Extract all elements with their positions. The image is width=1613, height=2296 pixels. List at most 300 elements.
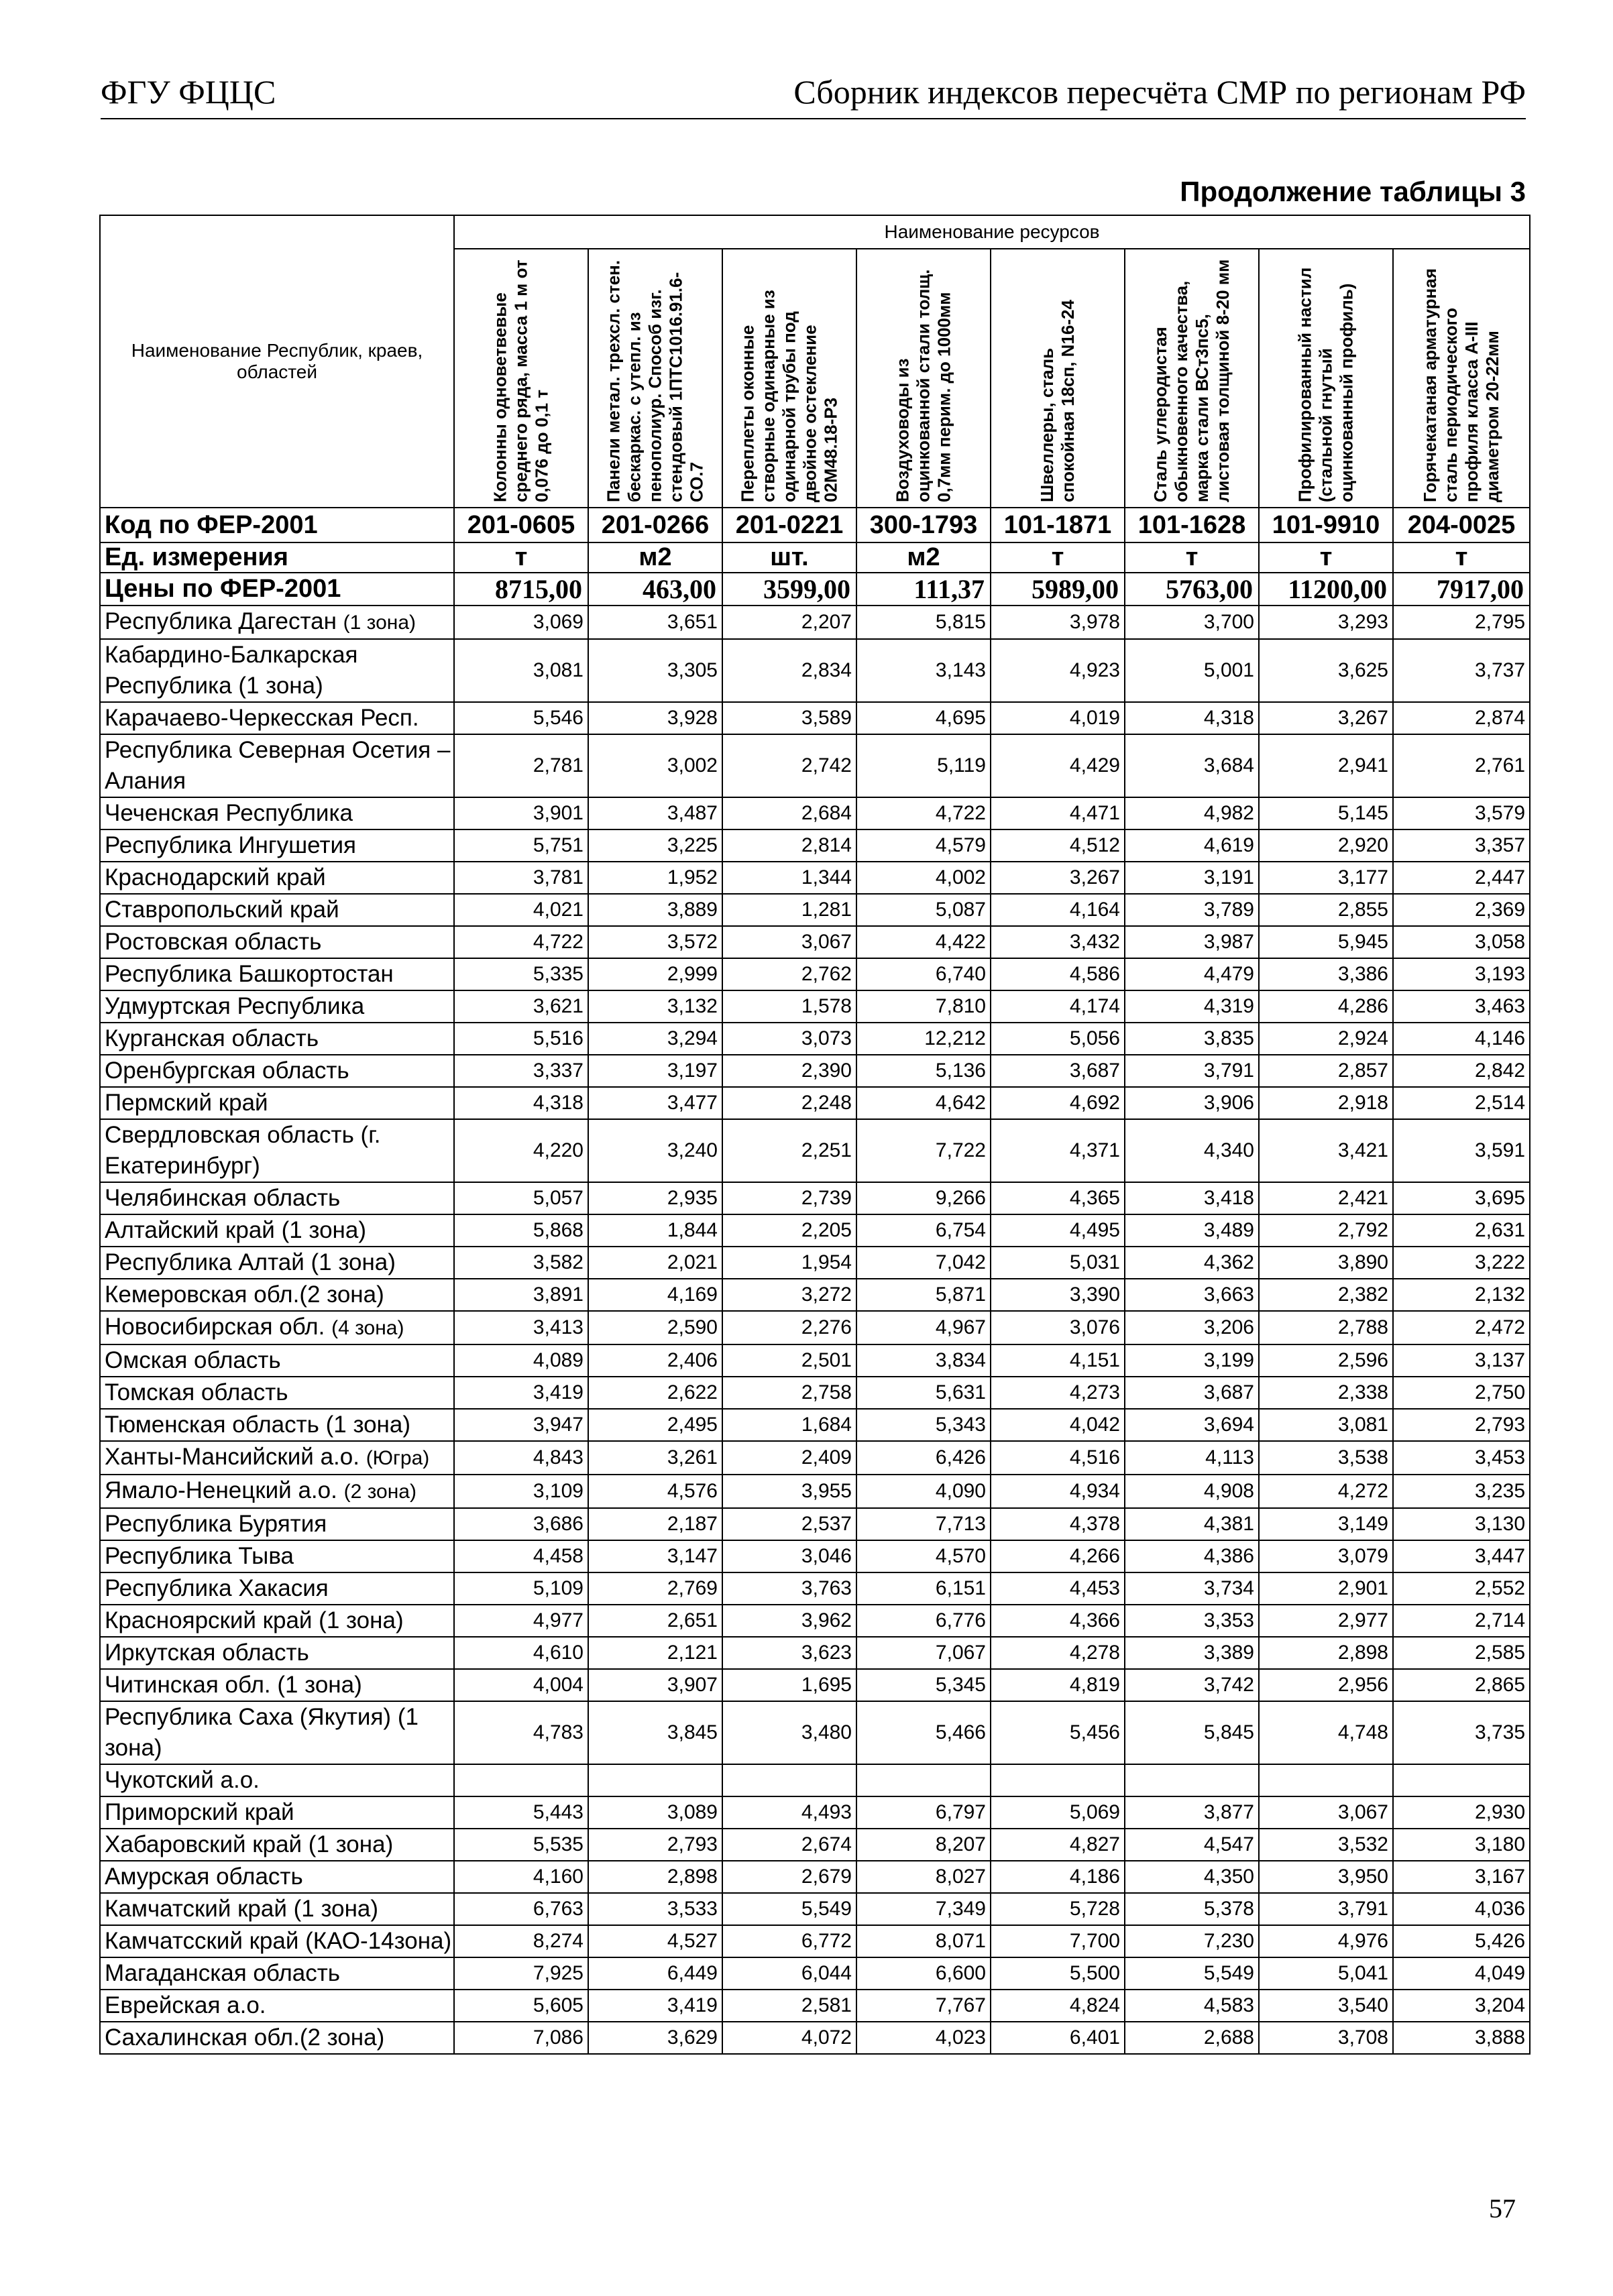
region-name-cell	[100, 1247, 454, 1279]
index-value: 1,578	[722, 990, 856, 1023]
index-value: 2,409	[722, 1441, 856, 1475]
index-value: 4,579	[856, 829, 991, 862]
index-value: 3,130	[1393, 1508, 1530, 1540]
index-value: 3,579	[1393, 797, 1530, 829]
region-zone-note: (Югра)	[366, 1447, 430, 1469]
index-value: 3,533	[588, 1893, 722, 1925]
index-value: 4,512	[991, 829, 1125, 862]
index-value: 2,865	[1393, 1669, 1530, 1701]
code-label: Код по ФЕР-2001	[100, 508, 454, 542]
index-value: 4,722	[856, 797, 991, 829]
region-name-cell	[100, 606, 454, 639]
index-value: 3,390	[991, 1279, 1125, 1311]
region-name: Камчатсский край (КАО-14зона)	[105, 1928, 452, 1954]
header-title: Сборник индексов пересчёта СМР по регионам РФ	[793, 73, 1526, 111]
index-value: 5,426	[1393, 1925, 1530, 1957]
region-name: Еврейская а.о.	[105, 1992, 266, 2018]
index-value: 3,222	[1393, 1247, 1530, 1279]
index-value: 4,934	[991, 1475, 1125, 1508]
index-value: 2,924	[1259, 1023, 1393, 1055]
index-value: 3,928	[588, 702, 722, 734]
index-value: 3,906	[1125, 1087, 1259, 1119]
index-value: 2,941	[1259, 734, 1393, 797]
index-value: 3,480	[722, 1701, 856, 1764]
table-row	[100, 1087, 1530, 1119]
index-value: 5,343	[856, 1409, 991, 1441]
index-value: 3,386	[1259, 958, 1393, 990]
region-name-cell	[100, 1441, 454, 1475]
resource-code: 201-0221	[722, 508, 856, 542]
index-value: 3,987	[1125, 926, 1259, 958]
index-value: 3,591	[1393, 1119, 1530, 1182]
index-value: 5,546	[454, 702, 588, 734]
index-value: 2,581	[722, 1990, 856, 2022]
table-row	[100, 1247, 1530, 1279]
table-row	[100, 797, 1530, 829]
index-value: 7,925	[454, 1957, 588, 1990]
index-value: 3,947	[454, 1409, 588, 1441]
index-value: 3,389	[1125, 1637, 1259, 1669]
region-name-cell	[100, 1055, 454, 1087]
region-name: Свердловская область (г. Екатеринбург)	[105, 1122, 381, 1179]
index-value: 5,056	[991, 1023, 1125, 1055]
index-value: 5,605	[454, 1990, 588, 2022]
index-value: 3,235	[1393, 1475, 1530, 1508]
region-name-cell	[100, 1925, 454, 1957]
table-row	[100, 926, 1530, 958]
resource-header	[454, 249, 588, 508]
region-name: Оренбургская область	[105, 1057, 349, 1084]
index-value: 3,708	[1259, 2022, 1393, 2054]
resource-code: 204-0025	[1393, 508, 1530, 542]
index-value: 3,891	[454, 1279, 588, 1311]
index-value: 4,019	[991, 702, 1125, 734]
index-value: 7,767	[856, 1990, 991, 2022]
resource-code: 201-0266	[588, 508, 722, 542]
table-row	[100, 1925, 1530, 1957]
index-value: 5,031	[991, 1247, 1125, 1279]
index-value: 4,479	[1125, 958, 1259, 990]
table-row	[100, 1377, 1530, 1409]
resource-header-text: Панели метал. трехсл. стен. бескаркас. с утепл. из пенополиур. Способ изг. стендовый 1ПТС1016.91.6-СО.7	[603, 260, 707, 502]
resource-price: 3599,00	[722, 573, 856, 606]
region-name-cell	[100, 1637, 454, 1669]
region-name: Кабардино-Балкарская Республика (1 зона)	[105, 642, 358, 699]
index-value: 3,907	[588, 1669, 722, 1701]
index-value: 2,495	[588, 1409, 722, 1441]
index-value: 4,089	[454, 1344, 588, 1377]
index-value: 4,151	[991, 1344, 1125, 1377]
resource-header-text: Профилированный настил (стальной гнутый оцинкованный профиль)	[1294, 267, 1357, 502]
page-number: 57	[1489, 2193, 1516, 2224]
resource-header	[588, 249, 722, 508]
index-value: 6,044	[722, 1957, 856, 1990]
resource-code: 201-0605	[454, 508, 588, 542]
index-value: 3,791	[1125, 1055, 1259, 1087]
index-value: 5,378	[1125, 1893, 1259, 1925]
index-value: 4,493	[722, 1796, 856, 1829]
index-value	[1259, 1764, 1393, 1796]
resource-header-text: Сталь углеродистая обыкновенного качества, марка стали ВСт3пс5, листовая толщиной 8-20 мм	[1150, 259, 1233, 502]
index-value: 4,266	[991, 1540, 1125, 1572]
index-value: 5,845	[1125, 1701, 1259, 1764]
index-value: 6,763	[454, 1893, 588, 1925]
table-row	[100, 1441, 1530, 1475]
region-name: Ямало-Ненецкий а.о.	[105, 1477, 337, 1503]
index-value: 2,021	[588, 1247, 722, 1279]
index-value: 3,877	[1125, 1796, 1259, 1829]
index-value: 2,761	[1393, 734, 1530, 797]
index-value: 7,810	[856, 990, 991, 1023]
index-value: 3,687	[1125, 1377, 1259, 1409]
index-value: 4,169	[588, 1279, 722, 1311]
index-value: 4,340	[1125, 1119, 1259, 1182]
index-value: 3,789	[1125, 894, 1259, 926]
index-value: 6,600	[856, 1957, 991, 1990]
index-value: 4,586	[991, 958, 1125, 990]
index-value: 4,977	[454, 1605, 588, 1637]
index-value: 2,956	[1259, 1669, 1393, 1701]
index-value: 3,413	[454, 1311, 588, 1344]
index-value: 3,695	[1393, 1182, 1530, 1214]
resource-price: 111,37	[856, 573, 991, 606]
index-value: 3,700	[1125, 606, 1259, 639]
index-value: 5,500	[991, 1957, 1125, 1990]
index-value: 3,589	[722, 702, 856, 734]
index-value: 3,687	[991, 1055, 1125, 1087]
index-value: 3,143	[856, 639, 991, 702]
header-org: ФГУ ФЦЦС	[101, 73, 276, 111]
index-value: 3,572	[588, 926, 722, 958]
region-name: Чукотский а.о.	[105, 1767, 260, 1793]
index-value: 3,419	[588, 1990, 722, 2022]
index-value: 3,477	[588, 1087, 722, 1119]
index-value: 2,248	[722, 1087, 856, 1119]
index-value: 1,952	[588, 862, 722, 894]
table-row	[100, 1605, 1530, 1637]
resource-unit: т	[991, 542, 1125, 573]
resource-header	[1125, 249, 1259, 508]
region-name: Челябинская область	[105, 1185, 341, 1211]
resource-header	[1393, 249, 1530, 508]
index-value: 3,834	[856, 1344, 991, 1377]
region-zone-note: (2 зона)	[343, 1481, 416, 1503]
index-value: 4,002	[856, 862, 991, 894]
index-value: 5,871	[856, 1279, 991, 1311]
index-value: 2,514	[1393, 1087, 1530, 1119]
index-value: 1,954	[722, 1247, 856, 1279]
index-value: 3,191	[1125, 862, 1259, 894]
index-value: 3,955	[722, 1475, 856, 1508]
index-value: 3,651	[588, 606, 722, 639]
table-row	[100, 1119, 1530, 1182]
index-value: 3,206	[1125, 1311, 1259, 1344]
region-name-cell	[100, 894, 454, 926]
index-value: 5,549	[722, 1893, 856, 1925]
region-name-cell	[100, 1990, 454, 2022]
index-value: 4,819	[991, 1669, 1125, 1701]
table-row	[100, 1764, 1530, 1796]
index-value: 3,684	[1125, 734, 1259, 797]
index-value: 2,537	[722, 1508, 856, 1540]
index-value: 2,714	[1393, 1605, 1530, 1637]
index-value: 4,220	[454, 1119, 588, 1182]
region-name-cell	[100, 1279, 454, 1311]
index-value: 2,739	[722, 1182, 856, 1214]
index-value: 3,889	[588, 894, 722, 926]
index-value: 3,076	[991, 1311, 1125, 1344]
index-value: 3,149	[1259, 1508, 1393, 1540]
index-value: 2,788	[1259, 1311, 1393, 1344]
index-value: 3,540	[1259, 1990, 1393, 2022]
index-value: 3,240	[588, 1119, 722, 1182]
index-value: 5,456	[991, 1701, 1125, 1764]
index-value: 3,582	[454, 1247, 588, 1279]
index-value: 3,623	[722, 1637, 856, 1669]
table-row	[100, 1572, 1530, 1605]
index-value: 3,791	[1259, 1893, 1393, 1925]
region-name: Республика Алтай (1 зона)	[105, 1249, 396, 1275]
region-name: Томская область	[105, 1379, 288, 1405]
index-value: 3,686	[454, 1508, 588, 1540]
table-row	[100, 1508, 1530, 1540]
index-value: 6,740	[856, 958, 991, 990]
index-value: 2,901	[1259, 1572, 1393, 1605]
index-value: 4,036	[1393, 1893, 1530, 1925]
table-row	[100, 1311, 1530, 1344]
resource-code: 101-9910	[1259, 508, 1393, 542]
index-value: 6,449	[588, 1957, 722, 1990]
region-name-cell	[100, 1605, 454, 1637]
index-value: 5,549	[1125, 1957, 1259, 1990]
region-name-cell	[100, 1669, 454, 1701]
region-name: Пермский край	[105, 1090, 268, 1116]
resource-price: 11200,00	[1259, 573, 1393, 606]
index-value: 3,305	[588, 639, 722, 702]
region-name: Алтайский край (1 зона)	[105, 1217, 366, 1243]
index-value: 7,042	[856, 1247, 991, 1279]
index-value: 5,751	[454, 829, 588, 862]
index-value: 3,950	[1259, 1861, 1393, 1893]
index-value: 5,335	[454, 958, 588, 990]
index-value: 3,147	[588, 1540, 722, 1572]
index-value: 3,734	[1125, 1572, 1259, 1605]
region-name: Республика Хакасия	[105, 1575, 329, 1601]
index-value: 2,684	[722, 797, 856, 829]
region-name-cell	[100, 1377, 454, 1409]
index-value: 3,487	[588, 797, 722, 829]
index-value: 2,406	[588, 1344, 722, 1377]
index-value: 3,901	[454, 797, 588, 829]
index-value: 2,795	[1393, 606, 1530, 639]
index-value: 3,046	[722, 1540, 856, 1572]
resource-header	[991, 249, 1125, 508]
index-value: 4,021	[454, 894, 588, 926]
index-value: 3,694	[1125, 1409, 1259, 1441]
index-value: 3,489	[1125, 1214, 1259, 1247]
index-value: 2,338	[1259, 1377, 1393, 1409]
region-name: Ростовская область	[105, 929, 322, 955]
region-name: Тюменская область (1 зона)	[105, 1412, 411, 1438]
region-name-cell	[100, 1540, 454, 1572]
index-value: 3,073	[722, 1023, 856, 1055]
region-name-cell	[100, 829, 454, 862]
region-name: Республика Бурятия	[105, 1511, 327, 1537]
index-value: 3,199	[1125, 1344, 1259, 1377]
index-value: 2,501	[722, 1344, 856, 1377]
index-value: 3,177	[1259, 862, 1393, 894]
index-value: 7,700	[991, 1925, 1125, 1957]
index-value: 3,294	[588, 1023, 722, 1055]
index-value: 2,590	[588, 1311, 722, 1344]
index-value: 4,547	[1125, 1829, 1259, 1861]
price-label: Цены по ФЕР-2001	[100, 573, 454, 606]
index-value: 3,835	[1125, 1023, 1259, 1055]
region-name-cell	[100, 1508, 454, 1540]
table-row	[100, 1861, 1530, 1893]
index-value: 4,982	[1125, 797, 1259, 829]
region-column-header: Наименование Республик, краев, областей	[100, 215, 454, 508]
table-row	[100, 1279, 1530, 1311]
table-row	[100, 1214, 1530, 1247]
region-name: Удмуртская Республика	[105, 993, 365, 1019]
index-value: 2,758	[722, 1377, 856, 1409]
index-value: 2,631	[1393, 1214, 1530, 1247]
index-value: 3,418	[1125, 1182, 1259, 1214]
index-value: 3,621	[454, 990, 588, 1023]
index-value: 1,344	[722, 862, 856, 894]
index-value: 6,776	[856, 1605, 991, 1637]
resource-header	[1259, 249, 1393, 508]
index-value: 2,688	[1125, 2022, 1259, 2054]
index-value: 2,977	[1259, 1605, 1393, 1637]
region-name: Новосибирская обл.	[105, 1314, 325, 1340]
index-value: 3,089	[588, 1796, 722, 1829]
index-value: 2,814	[722, 829, 856, 862]
index-value: 4,527	[588, 1925, 722, 1957]
index-value: 6,797	[856, 1796, 991, 1829]
table-row	[100, 639, 1530, 702]
index-value: 3,463	[1393, 990, 1530, 1023]
region-name: Ханты-Мансийский а.о.	[105, 1444, 359, 1470]
index-value: 3,845	[588, 1701, 722, 1764]
unit-label: Ед. измерения	[100, 542, 454, 573]
index-value: 2,187	[588, 1508, 722, 1540]
index-value: 3,204	[1393, 1990, 1530, 2022]
index-value: 4,113	[1125, 1441, 1259, 1475]
region-name: Приморский край	[105, 1799, 294, 1825]
index-value: 4,576	[588, 1475, 722, 1508]
table-row	[100, 702, 1530, 734]
index-value: 2,742	[722, 734, 856, 797]
table-row	[100, 606, 1530, 639]
index-value: 2,898	[1259, 1637, 1393, 1669]
table-row	[100, 1669, 1530, 1701]
index-value: 3,737	[1393, 639, 1530, 702]
table-row	[100, 2022, 1530, 2054]
region-name-cell	[100, 926, 454, 958]
index-value: 4,273	[991, 1377, 1125, 1409]
index-value: 2,750	[1393, 1377, 1530, 1409]
table-row	[100, 1344, 1530, 1377]
table-continuation-title: Продолжение таблицы 3	[1180, 176, 1526, 207]
index-value: 5,109	[454, 1572, 588, 1605]
index-value	[991, 1764, 1125, 1796]
index-value: 3,735	[1393, 1701, 1530, 1764]
region-name-cell	[100, 1957, 454, 1990]
index-value: 5,119	[856, 734, 991, 797]
region-name-cell	[100, 958, 454, 990]
index-value: 7,067	[856, 1637, 991, 1669]
index-value: 2,769	[588, 1572, 722, 1605]
index-value: 4,004	[454, 1669, 588, 1701]
index-value: 4,286	[1259, 990, 1393, 1023]
region-name-cell	[100, 1214, 454, 1247]
region-name: Омская область	[105, 1347, 281, 1373]
index-value: 4,049	[1393, 1957, 1530, 1990]
index-value: 2,834	[722, 639, 856, 702]
index-value: 3,109	[454, 1475, 588, 1508]
index-value: 5,001	[1125, 639, 1259, 702]
index-value: 2,596	[1259, 1344, 1393, 1377]
index-value: 3,058	[1393, 926, 1530, 958]
table-row	[100, 1893, 1530, 1925]
index-value: 1,684	[722, 1409, 856, 1441]
index-value: 4,429	[991, 734, 1125, 797]
index-value: 4,278	[991, 1637, 1125, 1669]
index-value: 5,041	[1259, 1957, 1393, 1990]
index-value: 3,069	[454, 606, 588, 639]
region-zone-note: (1 зона)	[343, 612, 416, 634]
index-value: 2,874	[1393, 702, 1530, 734]
index-value: 2,930	[1393, 1796, 1530, 1829]
region-name-cell	[100, 1701, 454, 1764]
table-row	[100, 1957, 1530, 1990]
index-value: 3,167	[1393, 1861, 1530, 1893]
resource-header-text: Переплеты оконные створные одинарные из одинарной трубы под двойное остекление 02М48.18-Р3	[737, 290, 841, 502]
index-value: 2,781	[454, 734, 588, 797]
index-value: 4,610	[454, 1637, 588, 1669]
index-value: 4,319	[1125, 990, 1259, 1023]
index-value: 5,516	[454, 1023, 588, 1055]
index-value: 5,815	[856, 606, 991, 639]
index-value: 8,071	[856, 1925, 991, 1957]
region-name: Республика Ингушетия	[105, 832, 357, 858]
table-row	[100, 958, 1530, 990]
index-value: 3,193	[1393, 958, 1530, 990]
index-value: 7,349	[856, 1893, 991, 1925]
index-value: 3,888	[1393, 2022, 1530, 2054]
index-value: 6,426	[856, 1441, 991, 1475]
index-value: 3,742	[1125, 1669, 1259, 1701]
index-value: 2,898	[588, 1861, 722, 1893]
index-value: 2,382	[1259, 1279, 1393, 1311]
table-row	[100, 1540, 1530, 1572]
index-value: 2,132	[1393, 1279, 1530, 1311]
index-value: 2,674	[722, 1829, 856, 1861]
index-value: 2,855	[1259, 894, 1393, 926]
index-value: 4,843	[454, 1441, 588, 1475]
region-name-cell	[100, 1182, 454, 1214]
index-value: 5,069	[991, 1796, 1125, 1829]
index-value: 7,086	[454, 2022, 588, 2054]
table-row	[100, 862, 1530, 894]
index-value: 5,087	[856, 894, 991, 926]
index-value: 5,145	[1259, 797, 1393, 829]
index-value: 4,923	[991, 639, 1125, 702]
index-value: 4,458	[454, 1540, 588, 1572]
resource-unit: т	[1125, 542, 1259, 573]
